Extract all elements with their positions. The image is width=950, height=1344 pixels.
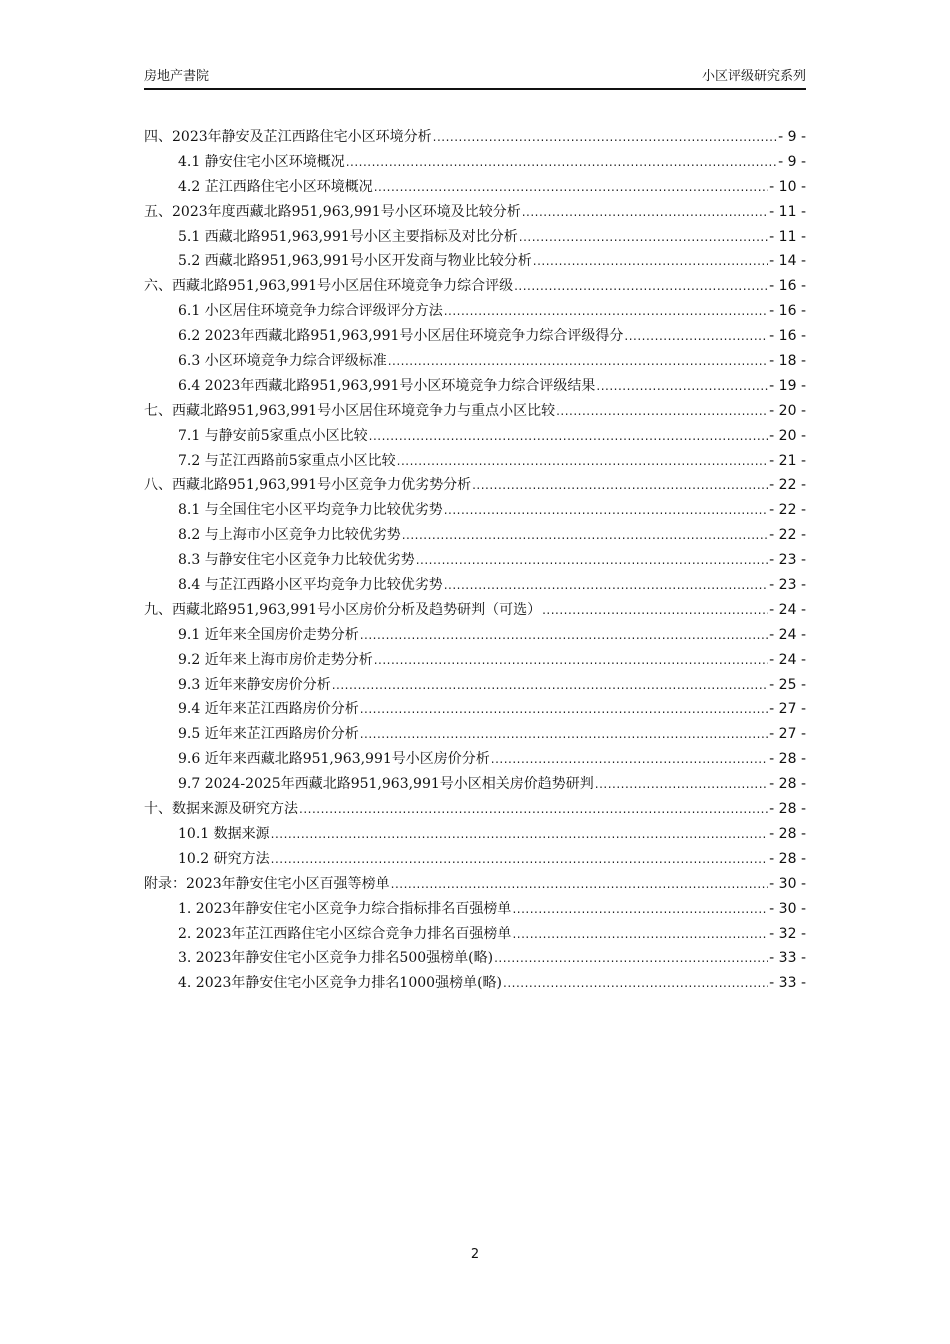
toc-entry-title: 八、西藏北路951,963,991号小区竞争力优劣势分析 <box>144 477 472 494</box>
toc-entry-page: - 18 - <box>769 353 806 370</box>
toc-entry-page: - 25 - <box>769 676 806 693</box>
toc-entry-section[interactable] <box>144 424 806 449</box>
toc-dot-leader <box>360 623 768 647</box>
toc-entry-title: 十、数据来源及研究方法 <box>144 801 298 818</box>
toc-dot-leader <box>595 772 768 796</box>
toc-dot-leader <box>503 971 768 995</box>
toc-dot-leader <box>444 573 768 597</box>
toc-entry-section[interactable] <box>144 847 806 872</box>
toc-entry-section[interactable] <box>144 648 806 673</box>
toc-entry-page: - 27 - <box>769 701 806 718</box>
toc-entry-section[interactable] <box>144 548 806 573</box>
toc-entry-section[interactable] <box>144 822 806 847</box>
toc-entry-page: - 33 - <box>769 975 806 992</box>
toc-entry-section[interactable] <box>144 349 806 374</box>
toc-entry-page: - 32 - <box>769 925 806 942</box>
toc-dot-leader <box>299 797 768 821</box>
toc-entry-section[interactable] <box>144 324 806 349</box>
toc-entry-title: 七、西藏北路951,963,991号小区居住环境竞争力与重点小区比较 <box>144 402 556 419</box>
toc-entry-section[interactable] <box>144 449 806 474</box>
toc-entry-page: - 28 - <box>769 776 806 793</box>
toc-dot-leader <box>514 274 768 298</box>
toc-entry-title: 10.1 数据来源 <box>178 825 270 842</box>
toc-entry-title: 4.1 静安住宅小区环境概况 <box>178 153 345 170</box>
toc-entry-page: - 28 - <box>769 801 806 818</box>
toc-entry-title: 9.5 近年来芷江西路房价分析 <box>178 726 359 743</box>
toc-dot-leader <box>360 697 768 721</box>
toc-entry-title: 9.3 近年来静安房价分析 <box>178 676 331 693</box>
toc-entry-page: - 27 - <box>769 726 806 743</box>
toc-entry-section[interactable] <box>144 697 806 722</box>
toc-entry-section[interactable] <box>144 498 806 523</box>
toc-dot-leader <box>522 200 768 224</box>
toc-entry-title: 8.1 与全国住宅小区平均竞争力比较优劣势 <box>178 502 443 519</box>
toc-entry-page: - 33 - <box>769 950 806 967</box>
toc-entry-title: 5.2 西藏北路951,963,991号小区开发商与物业比较分析 <box>178 253 532 270</box>
toc-dot-leader <box>271 847 769 871</box>
toc-dot-leader <box>271 822 769 846</box>
toc-entry-page: - 28 - <box>769 751 806 768</box>
toc-dot-leader <box>542 598 768 622</box>
toc-dot-leader <box>360 722 768 746</box>
toc-dot-leader <box>388 349 768 373</box>
toc-dot-leader <box>391 872 769 896</box>
toc-entry-page: - 9 - <box>778 129 806 145</box>
toc-entry-title: 6.4 2023年西藏北路951,963,991号小区环境竞争力综合评级结果 <box>178 377 596 394</box>
toc-dot-leader <box>444 299 768 323</box>
toc-dot-leader <box>512 922 768 946</box>
toc-entry-page: - 9 - <box>778 153 806 170</box>
toc-entry-page: - 23 - <box>769 577 806 594</box>
toc-entry-title: 2. 2023年芷江西路住宅小区综合竞争力排名百强榜单 <box>178 925 512 942</box>
toc-entry-page: - 11 - <box>769 203 806 220</box>
toc-entry-section[interactable] <box>144 897 806 922</box>
toc-entry-page: - 10 - <box>769 178 806 195</box>
toc-entry-chapter[interactable] <box>144 399 806 424</box>
toc-entry-title: 8.2 与上海市小区竞争力比较优劣势 <box>178 527 401 544</box>
toc-entry-title: 9.1 近年来全国房价走势分析 <box>178 626 359 643</box>
toc-entry-page: - 30 - <box>769 875 806 892</box>
toc-entry-section[interactable] <box>144 673 806 698</box>
toc-entry-page: - 23 - <box>769 552 806 569</box>
toc-entry-chapter[interactable] <box>144 200 806 225</box>
toc-dot-leader <box>494 946 768 970</box>
header-publisher: 房地产書院 <box>144 69 210 84</box>
toc-dot-leader <box>596 374 768 398</box>
toc-entry-page: - 24 - <box>769 626 806 643</box>
toc-entry-title: 6.3 小区环境竞争力综合评级标准 <box>178 353 387 370</box>
toc-entry-title: 9.4 近年来芷江西路房价分析 <box>178 701 359 718</box>
toc-entry-title: 附录：2023年静安住宅小区百强等榜单 <box>144 875 390 892</box>
toc-entry-page: - 14 - <box>769 253 806 270</box>
table-of-contents <box>144 125 806 996</box>
toc-entry-section[interactable] <box>144 523 806 548</box>
toc-entry-page: - 20 - <box>769 402 806 419</box>
toc-dot-leader <box>533 249 768 273</box>
toc-dot-leader <box>397 449 769 473</box>
toc-dot-leader <box>332 673 768 697</box>
toc-entry-title: 5.1 西藏北路951,963,991号小区主要指标及对比分析 <box>178 228 518 245</box>
toc-entry-page: - 28 - <box>769 850 806 867</box>
header-series-title: 小区评级研究系列 <box>701 69 806 84</box>
toc-entry-title: 六、西藏北路951,963,991号小区居住环境竞争力综合评级 <box>144 278 514 295</box>
toc-entry-title: 9.7 2024-2025年西藏北路951,963,991号小区相关房价趋势研判 <box>178 776 594 793</box>
toc-entry-page: - 16 - <box>769 328 806 345</box>
toc-entry-section[interactable] <box>144 772 806 797</box>
toc-entry-page: - 16 - <box>769 278 806 295</box>
toc-entry-section[interactable] <box>144 225 806 250</box>
toc-dot-leader <box>374 648 768 672</box>
toc-dot-leader <box>512 897 768 921</box>
toc-entry-page: - 19 - <box>769 377 806 394</box>
page-number: 2 <box>470 1247 480 1262</box>
toc-dot-leader <box>556 399 768 423</box>
toc-entry-chapter[interactable] <box>144 473 806 498</box>
toc-dot-leader <box>369 424 769 448</box>
toc-entry-title: 8.3 与静安住宅小区竞争力比较优劣势 <box>178 552 415 569</box>
toc-entry-section[interactable] <box>144 971 806 996</box>
toc-entry-section[interactable] <box>144 249 806 274</box>
toc-entry-page: - 24 - <box>769 651 806 668</box>
toc-dot-leader <box>444 498 768 522</box>
toc-entry-title: 4. 2023年静安住宅小区竞争力排名1000强榜单(略) <box>178 975 502 992</box>
toc-dot-leader <box>472 473 768 497</box>
toc-entry-section[interactable] <box>144 922 806 947</box>
toc-entry-page: - 22 - <box>769 527 806 544</box>
toc-entry-title: 9.6 近年来西藏北路951,963,991号小区房价分析 <box>178 751 490 768</box>
toc-entry-section[interactable] <box>144 573 806 598</box>
toc-entry-page: - 24 - <box>769 601 806 618</box>
toc-entry-page: - 30 - <box>769 900 806 917</box>
toc-entry-title: 3. 2023年静安住宅小区竞争力排名500强榜单(略) <box>178 950 494 967</box>
toc-dot-leader <box>519 225 768 249</box>
toc-entry-page: - 22 - <box>769 502 806 519</box>
toc-entry-title: 7.2 与芷江西路前5家重点小区比较 <box>178 452 396 469</box>
toc-entry-section[interactable] <box>144 150 806 175</box>
toc-entry-page: - 28 - <box>769 825 806 842</box>
toc-entry-page: - 11 - <box>769 228 806 245</box>
toc-entry-title: 8.4 与芷江西路小区平均竞争力比较优劣势 <box>178 577 443 594</box>
toc-entry-chapter[interactable] <box>144 125 806 150</box>
toc-entry-chapter[interactable] <box>144 797 806 822</box>
page-header <box>144 68 806 90</box>
toc-entry-title: 7.1 与静安前5家重点小区比较 <box>178 427 368 444</box>
toc-entry-title: 五、2023年度西藏北路951,963,991号小区环境及比较分析 <box>144 203 521 220</box>
toc-entry-section[interactable] <box>144 722 806 747</box>
toc-dot-leader <box>346 150 777 174</box>
toc-entry-chapter[interactable] <box>144 598 806 623</box>
toc-entry-title: 1. 2023年静安住宅小区竞争力综合指标排名百强榜单 <box>178 900 512 917</box>
toc-entry-section[interactable] <box>144 946 806 971</box>
toc-entry-page: - 16 - <box>769 303 806 320</box>
toc-entry-title: 10.2 研究方法 <box>178 850 270 867</box>
toc-entry-section[interactable] <box>144 374 806 399</box>
toc-entry-chapter[interactable] <box>144 274 806 299</box>
toc-entry-section[interactable] <box>144 623 806 648</box>
toc-entry-title: 6.1 小区居住环境竞争力综合评级评分方法 <box>178 303 443 320</box>
toc-entry-title: 4.2 芷江西路住宅小区环境概况 <box>178 178 373 195</box>
toc-dot-leader <box>433 125 777 149</box>
toc-entry-page: - 22 - <box>769 477 806 494</box>
toc-entry-section[interactable] <box>144 299 806 324</box>
toc-entry-title: 九、西藏北路951,963,991号小区房价分析及趋势研判（可选） <box>144 601 542 618</box>
toc-entry-section[interactable] <box>144 175 806 200</box>
toc-dot-leader <box>624 324 768 348</box>
toc-dot-leader <box>402 523 768 547</box>
toc-dot-leader <box>374 175 768 199</box>
toc-entry-section[interactable] <box>144 747 806 772</box>
toc-entry-page: - 21 - <box>769 452 806 469</box>
toc-dot-leader <box>491 747 768 771</box>
toc-entry-title: 6.2 2023年西藏北路951,963,991号小区居住环境竞争力综合评级得分 <box>178 328 624 345</box>
toc-entry-chapter[interactable] <box>144 872 806 897</box>
toc-entry-page: - 20 - <box>769 427 806 444</box>
toc-entry-title: 四、2023年静安及芷江西路住宅小区环境分析 <box>144 129 432 145</box>
toc-dot-leader <box>416 548 768 572</box>
toc-entry-title: 9.2 近年来上海市房价走势分析 <box>178 651 373 668</box>
